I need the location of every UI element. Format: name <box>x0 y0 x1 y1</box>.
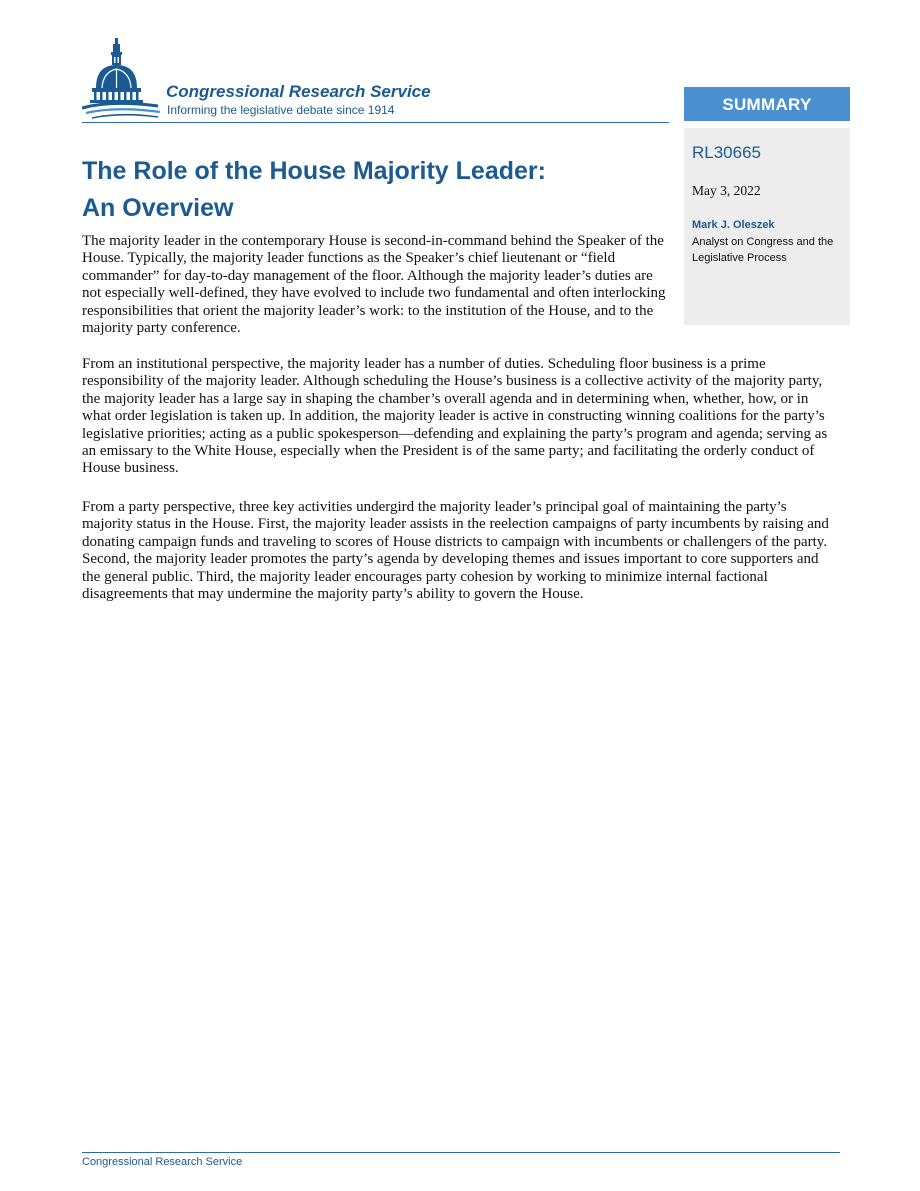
author-name[interactable]: Mark J. Oleszek <box>692 219 775 231</box>
org-tagline: Informing the legislative debate since 1914 <box>167 103 395 117</box>
title-line-2: An Overview <box>82 194 234 222</box>
body-paragraph-institutional: From an institutional perspective, the majority leader has a number of duties. Scheduling floor business is a prime responsibility of the majority leader. Although scheduling the House’s business is a collective activity of the majority party, the majority leader has a large say in shaping the chamber’s overall agenda and in determining when, whether, how, or in what order legislation is taken up. In addition, the majority leader is active in constructing winning coalitions for the party’s legislative priorities; acting as a public spokesperson—defending and explaining the party’s program and agenda; serving as an emissary to the White House, especially when the President is of the same party; and facilitating the orderly conduct of House business. <box>82 356 828 477</box>
footer-text: Congressional Research Service <box>82 1156 243 1168</box>
report-number: RL30665 <box>692 143 762 162</box>
summary-label: SUMMARY <box>684 87 850 121</box>
page-title <box>82 153 642 227</box>
author-title: Analyst on Congress and the Legislative Process <box>692 236 834 264</box>
header-divider <box>82 122 669 123</box>
title-line-1: The Role of the House Majority Leader: <box>82 157 546 185</box>
report-date: May 3, 2022 <box>692 183 761 198</box>
footer-divider <box>82 1152 840 1153</box>
body-paragraph-party: From a party perspective, three key activities undergird the majority leader’s principal goal of maintaining the party’s majority status in the House. First, the majority leader assists in the reelection campaigns of party incumbents by raising and donating campaign funds and traveling to scores of House districts to campaign with incumbents or challengers of the party. Second, the majority leader promotes the party’s agenda by developing themes and issues important to core supporters and the general public. Third, the majority leader encourages party cohesion by working to minimize internal factional disagreements that may undermine the majority party’s ability to govern the House. <box>82 499 829 603</box>
summary-panel <box>684 128 850 325</box>
crs-logo[interactable] <box>82 36 482 122</box>
intro-paragraph: The majority leader in the contemporary House is second-in-command behind the Speaker of the House. Typically, the majority leader functions as the Speaker’s chief lieutenant or “field commander” for day-to-day management of the floor. Although the majority leader’s duties are not especially well-defined, they have evolved to include two fundamental and often interlocking responsibilities that orient the majority leader’s work: to the institution of the House, and to the majority party conference. <box>82 233 666 337</box>
org-name: Congressional Research Service <box>166 82 431 101</box>
capitol-dome-icon <box>82 36 164 122</box>
